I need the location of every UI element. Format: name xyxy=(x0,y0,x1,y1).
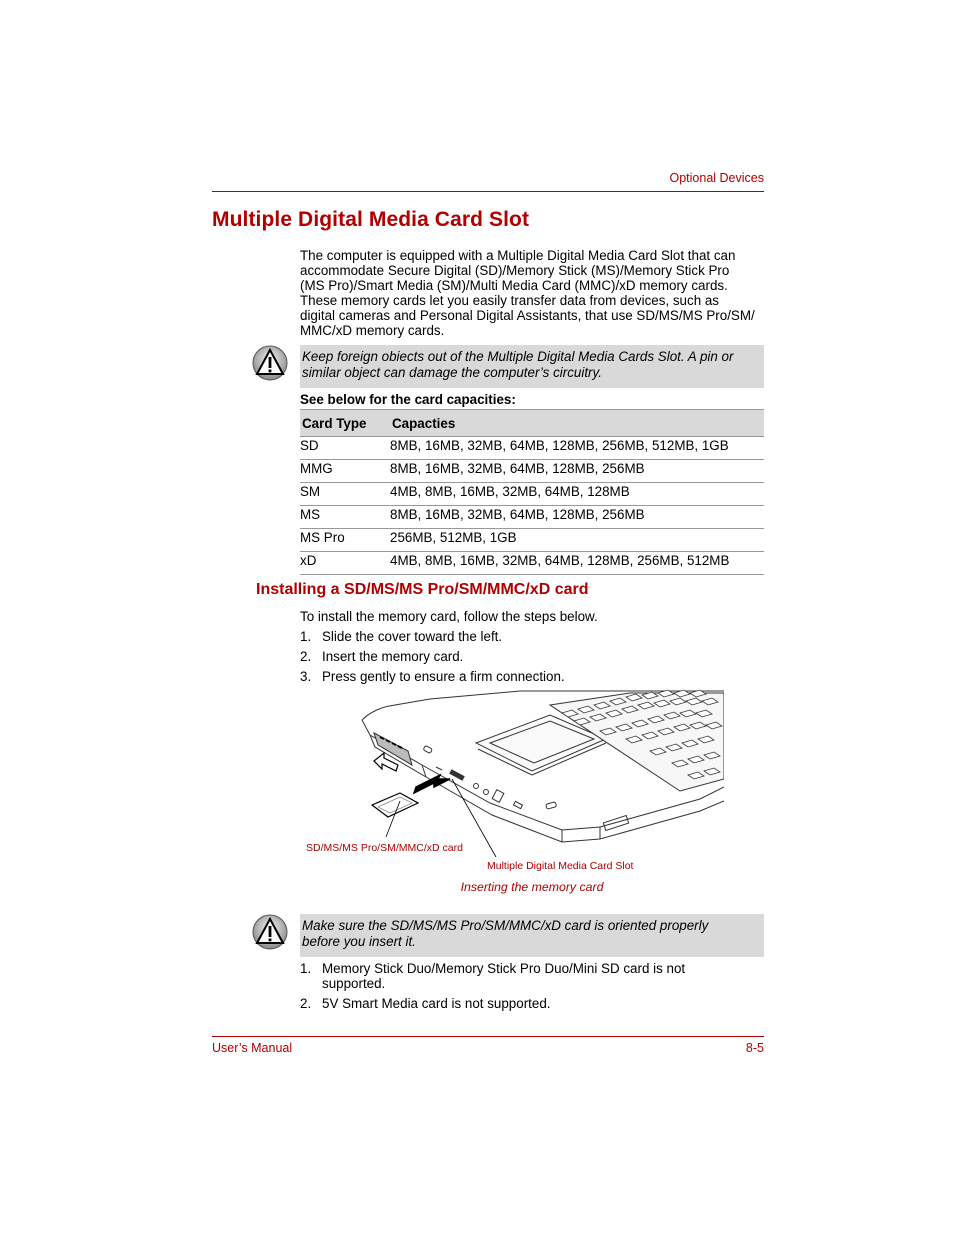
caution-note xyxy=(300,914,764,957)
list-item xyxy=(300,649,463,664)
table-row xyxy=(300,483,764,506)
footer-rule xyxy=(212,1036,764,1037)
warning-icon xyxy=(252,914,288,950)
intro-line: (MS Pro)/Smart Media (SM)/Multi Media Card (MMC)/xD memory cards. xyxy=(300,277,728,293)
intro-line: digital cameras and Personal Digital Assistants, that use SD/MS/MS Pro/SM/ xyxy=(300,307,755,323)
footer-manual-name: User’s Manual xyxy=(212,1041,293,1055)
list-item xyxy=(300,669,565,684)
capacity-cell: 8MB, 16MB, 32MB, 64MB, 128MB, 256MB, 512MB, 1GB xyxy=(390,437,764,460)
item-number: 2. xyxy=(300,996,312,1011)
capacity-cell: 8MB, 16MB, 32MB, 64MB, 128MB, 256MB xyxy=(390,460,764,483)
card-type-cell: MS Pro xyxy=(300,529,390,552)
section-subtitle: Installing a SD/MS/MS Pro/SM/MMC/xD card xyxy=(256,581,589,598)
table-row xyxy=(300,529,764,552)
table-header-row xyxy=(300,410,764,437)
step-number: 2. xyxy=(300,649,312,664)
laptop-card-insertion-illustration xyxy=(300,687,724,859)
warning-icon xyxy=(252,345,288,381)
install-intro: To install the memory card, follow the steps below. xyxy=(300,609,598,624)
card-type-cell: SD xyxy=(300,437,390,460)
list-item xyxy=(300,996,551,1011)
note-line: Keep foreign obiects out of the Multiple Digital Media Cards Slot. A pin or xyxy=(302,349,734,364)
intro-line: MMC/xD memory cards. xyxy=(300,322,445,338)
caution-note xyxy=(300,345,764,388)
table-row xyxy=(300,552,764,575)
card-type-cell: MS xyxy=(300,506,390,529)
step-text: Insert the memory card. xyxy=(322,649,464,664)
intro-line: These memory cards let you easily transfer data from devices, such as xyxy=(300,292,720,308)
list-item xyxy=(300,629,502,644)
table-row xyxy=(300,506,764,529)
step-number: 1. xyxy=(300,629,312,644)
capacity-cell: 8MB, 16MB, 32MB, 64MB, 128MB, 256MB xyxy=(390,506,764,529)
unsupported-list xyxy=(300,961,764,1011)
card-type-cell: xD xyxy=(300,552,390,575)
card-label: SD/MS/MS Pro/SM/MMC/xD card xyxy=(306,842,463,854)
card-type-cell: SM xyxy=(300,483,390,506)
note-line: similar object can damage the computer’s circuitry. xyxy=(302,365,602,380)
card-type-cell: MMG xyxy=(300,460,390,483)
running-header: Optional Devices xyxy=(669,171,764,185)
capacity-cell: 4MB, 8MB, 16MB, 32MB, 64MB, 128MB xyxy=(390,483,764,506)
header-rule xyxy=(212,191,764,192)
page-number: 8-5 xyxy=(745,1041,764,1055)
item-text: 5V Smart Media card is not supported. xyxy=(322,996,551,1011)
intro-paragraph xyxy=(300,249,768,338)
item-number: 1. xyxy=(300,961,312,976)
card-capacity-table xyxy=(300,409,764,575)
intro-line: accommodate Secure Digital (SD)/Memory Stick (MS)/Memory Stick Pro xyxy=(300,262,730,278)
note-line: before you insert it. xyxy=(302,934,416,949)
table-row xyxy=(300,460,764,483)
item-text-continuation: supported. xyxy=(322,976,386,991)
column-header-card-type: Card Type xyxy=(300,410,390,437)
note-line: Make sure the SD/MS/MS Pro/SM/MMC/xD card is oriented properly xyxy=(302,918,709,933)
capacities-label: See below for the card capacities: xyxy=(300,392,516,407)
item-text: Memory Stick Duo/Memory Stick Pro Duo/Mini SD card is not xyxy=(322,961,686,976)
column-header-capacities: Capacties xyxy=(390,410,764,437)
step-text: Slide the cover toward the left. xyxy=(322,629,503,644)
step-number: 3. xyxy=(300,669,312,684)
page-title: Multiple Digital Media Card Slot xyxy=(212,208,530,231)
step-text: Press gently to ensure a firm connection. xyxy=(322,669,565,684)
capacity-cell: 256MB, 512MB, 1GB xyxy=(390,529,764,552)
list-item xyxy=(300,961,685,976)
slot-label: Multiple Digital Media Card Slot xyxy=(487,860,634,872)
intro-line: The computer is equipped with a Multiple Digital Media Card Slot that can xyxy=(300,248,736,263)
figure-caption: Inserting the memory card xyxy=(460,880,604,894)
install-steps xyxy=(300,609,764,689)
table-row xyxy=(300,437,764,460)
capacity-cell: 4MB, 8MB, 16MB, 32MB, 64MB, 128MB, 256MB, 512MB xyxy=(390,552,764,575)
